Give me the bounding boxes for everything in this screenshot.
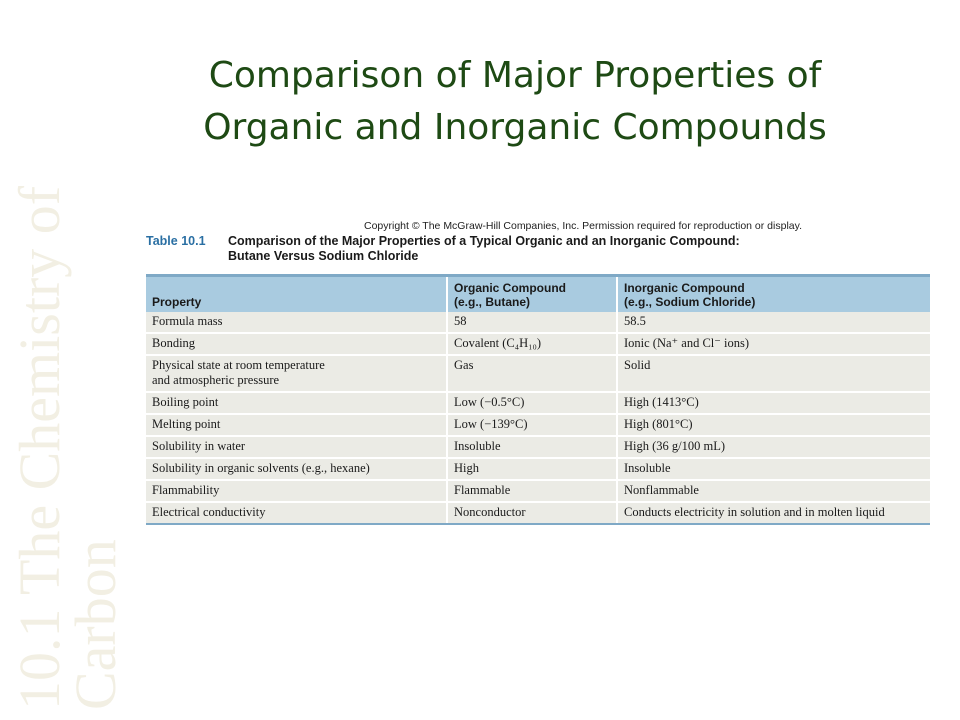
- slide-title-line1: Comparison of Major Properties of: [208, 55, 822, 96]
- header-inorganic-line2: (e.g., Sodium Chloride): [624, 295, 756, 309]
- table-number: Table 10.1: [146, 234, 206, 248]
- table-row: [146, 502, 930, 524]
- header-property: [146, 276, 447, 313]
- cell-inorganic: 58.5: [617, 312, 930, 333]
- cell-inorganic: High (1413°C): [617, 392, 930, 414]
- header-inorganic: [617, 276, 930, 313]
- header-organic-line2: (e.g., Butane): [454, 295, 531, 309]
- caption-line1: Comparison of the Major Properties of a Typical Organic and an Inorganic Compound:: [228, 234, 740, 248]
- cell-inorganic: Insoluble: [617, 458, 930, 480]
- cell-inorganic: Conducts electricity in solution and in molten liquid: [617, 502, 930, 524]
- table-row: [146, 480, 930, 502]
- cell-organic: 58: [447, 312, 617, 333]
- copyright-notice: Copyright © The McGraw-Hill Companies, Inc. Permission required for reproduction or display.: [363, 220, 803, 232]
- table-row: [146, 392, 930, 414]
- cell-organic: Insoluble: [447, 436, 617, 458]
- table-row: [146, 414, 930, 436]
- caption-line2: Butane Versus Sodium Chloride: [228, 249, 419, 263]
- cell-property: Formula mass: [146, 312, 447, 333]
- table-caption-text: [228, 234, 930, 264]
- table-row: [146, 458, 930, 480]
- slide-title: [150, 50, 880, 154]
- cell-organic: Nonconductor: [447, 502, 617, 524]
- cell-property: [146, 355, 447, 392]
- table-row: [146, 436, 930, 458]
- cell-inorganic: Ionic (Na⁺ and Cl⁻ ions): [617, 333, 930, 355]
- side-title-line1: 10.1 The Chemistry of: [7, 185, 72, 710]
- cell-property-line1: Physical state at room temperature: [152, 358, 325, 372]
- section-side-title: [7, 150, 132, 710]
- table-figure: [146, 220, 930, 525]
- table-row: [146, 333, 930, 355]
- cell-property: Solubility in water: [146, 436, 447, 458]
- properties-table: [146, 274, 930, 525]
- table-header-row: [146, 276, 930, 313]
- cell-property: Melting point: [146, 414, 447, 436]
- side-title-line2: Carbon: [63, 539, 128, 710]
- cell-organic: Flammable: [447, 480, 617, 502]
- cell-organic: Gas: [447, 355, 617, 392]
- cell-inorganic: Nonflammable: [617, 480, 930, 502]
- cell-property: Boiling point: [146, 392, 447, 414]
- cell-inorganic: High (801°C): [617, 414, 930, 436]
- cell-property: Flammability: [146, 480, 447, 502]
- cell-inorganic: Solid: [617, 355, 930, 392]
- cell-property-line2: and atmospheric pressure: [152, 373, 280, 387]
- cell-organic: Covalent (C₄H₁₀): [447, 333, 617, 355]
- table-row: [146, 312, 930, 333]
- header-inorganic-line1: Inorganic Compound: [624, 281, 745, 295]
- header-organic-line1: Organic Compound: [454, 281, 566, 295]
- table-row: [146, 355, 930, 392]
- cell-property: Solubility in organic solvents (e.g., hexane): [146, 458, 447, 480]
- cell-property: Electrical conductivity: [146, 502, 447, 524]
- header-property-label: Property: [152, 295, 202, 309]
- slide-title-line2: Organic and Inorganic Compounds: [203, 107, 827, 148]
- cell-organic: Low (−0.5°C): [447, 392, 617, 414]
- cell-organic: Low (−139°C): [447, 414, 617, 436]
- header-organic: [447, 276, 617, 313]
- cell-inorganic: High (36 g/100 mL): [617, 436, 930, 458]
- cell-organic: High: [447, 458, 617, 480]
- cell-property: Bonding: [146, 333, 447, 355]
- table-caption: [146, 234, 930, 264]
